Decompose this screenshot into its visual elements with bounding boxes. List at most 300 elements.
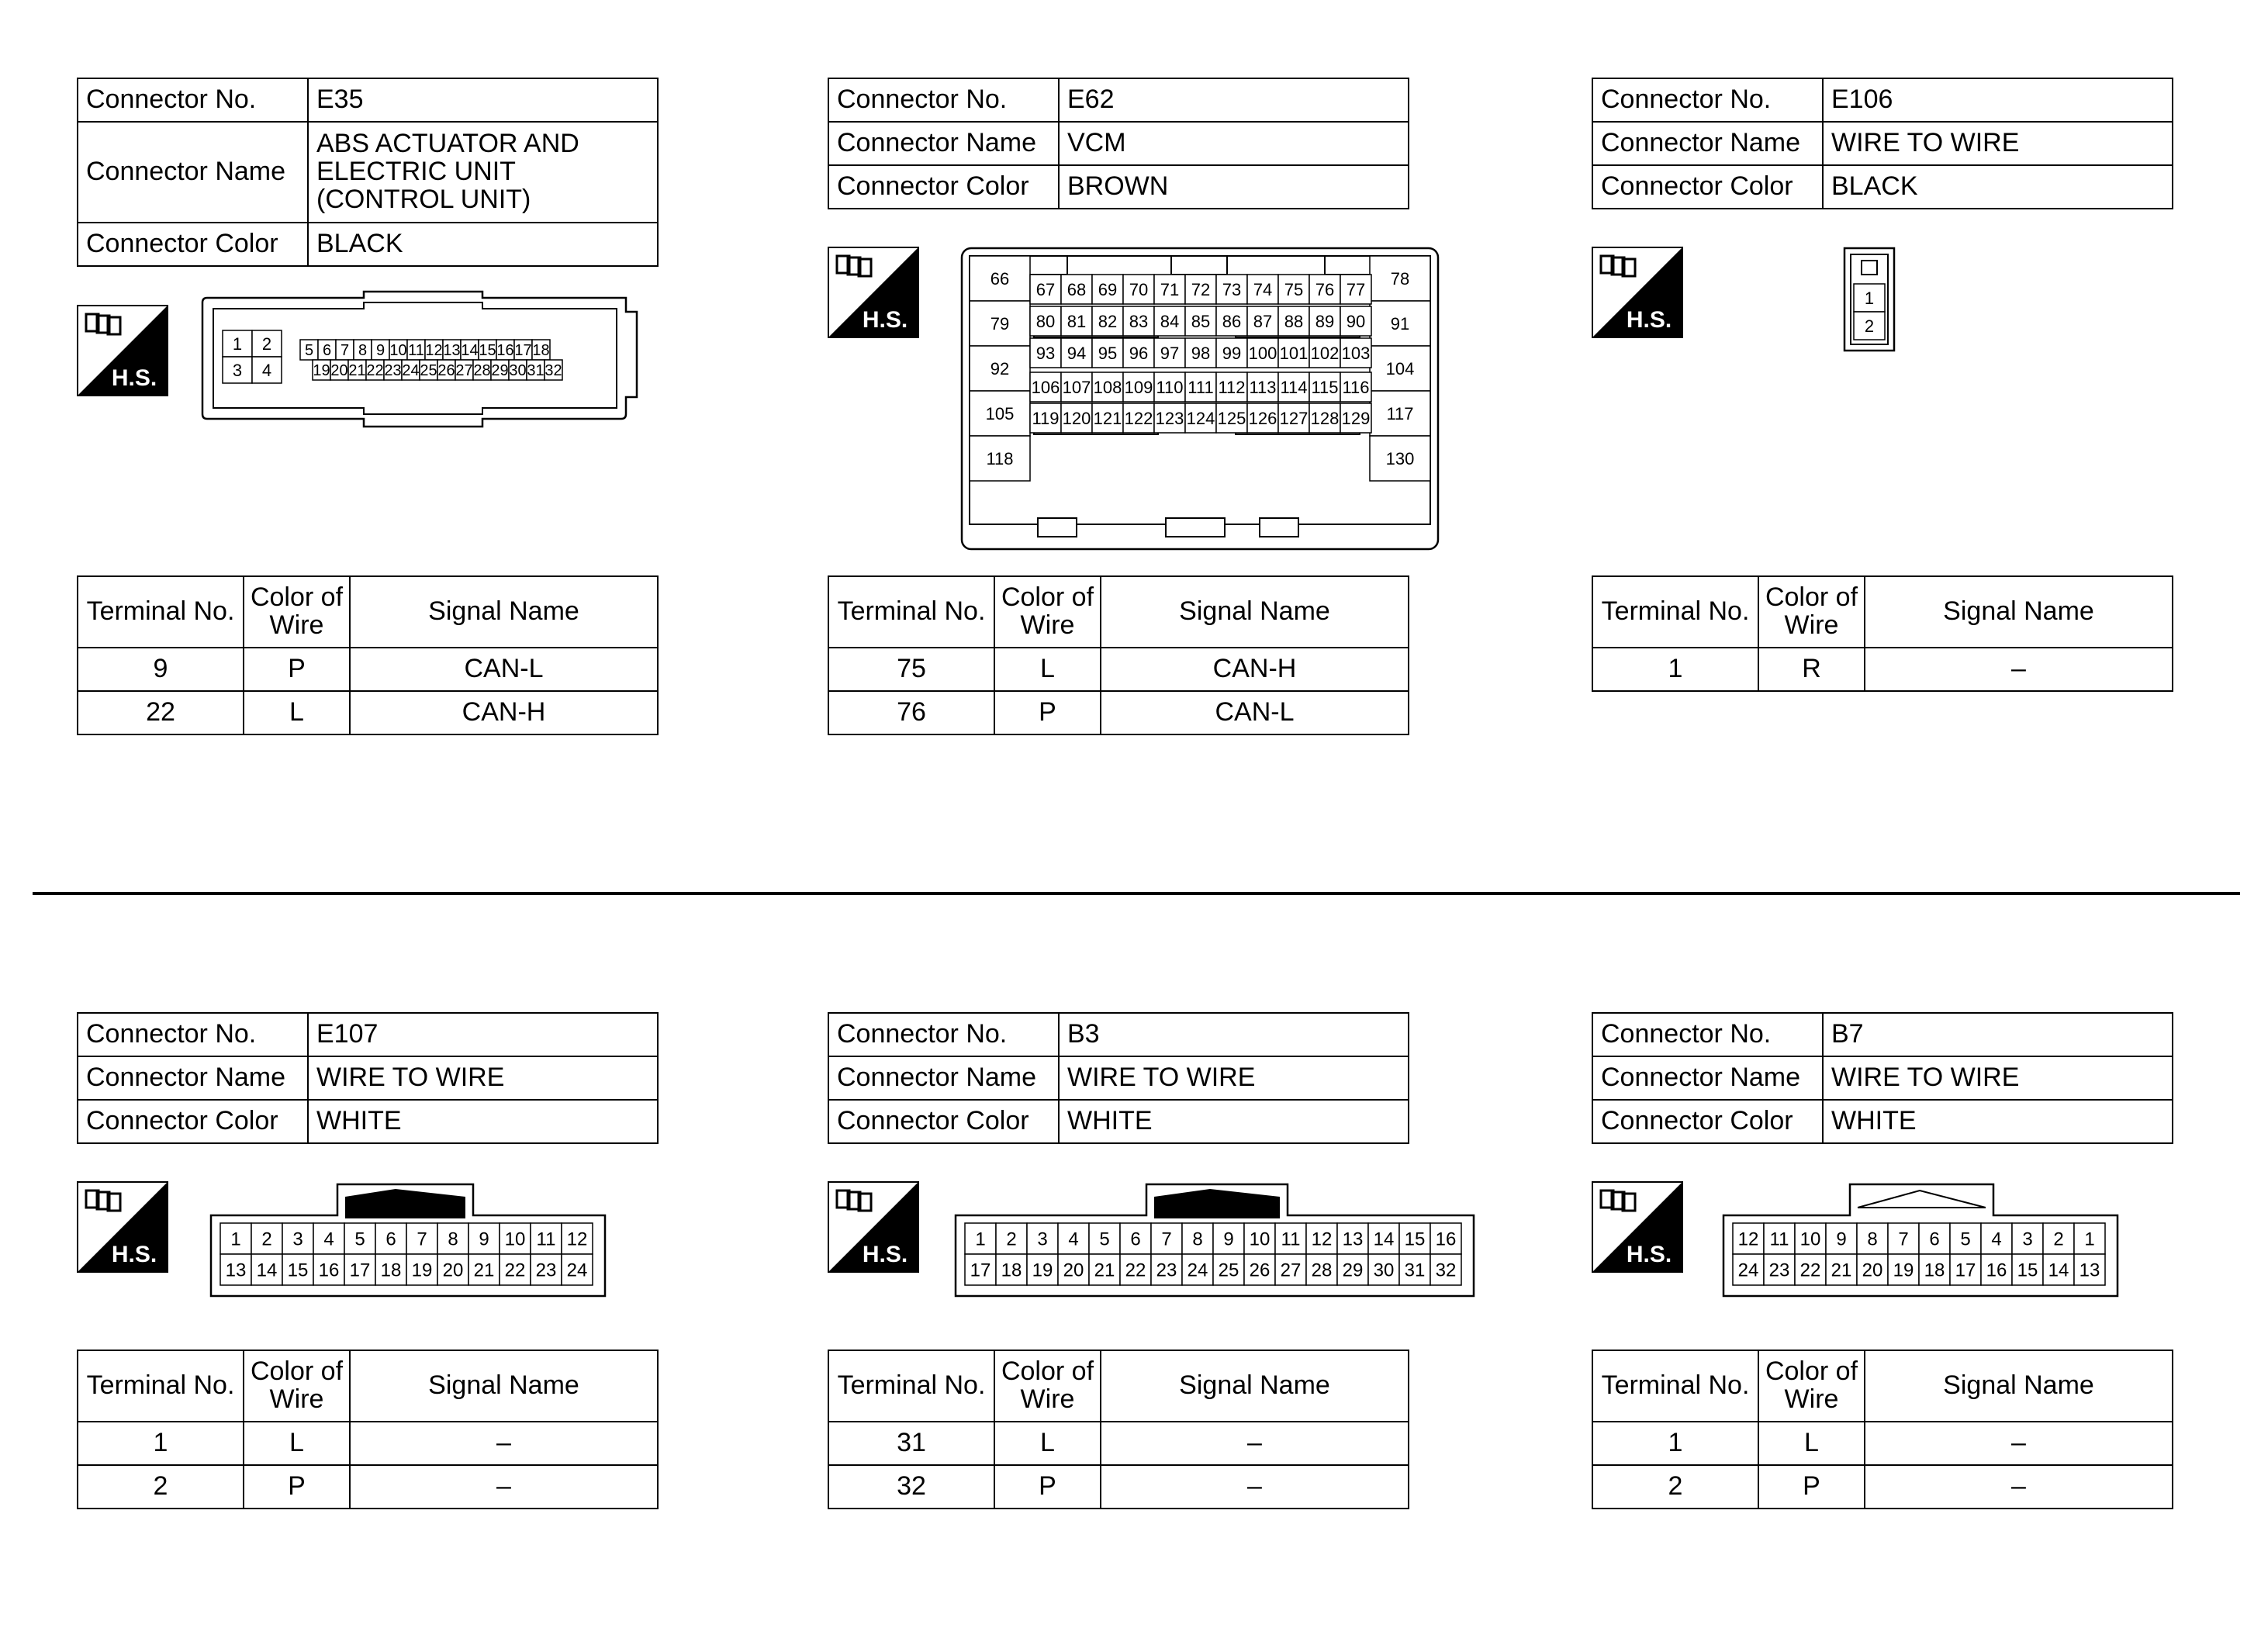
pin-number: 116: [1342, 377, 1370, 397]
wire-color: L: [244, 1422, 350, 1465]
terminal-pin: [1030, 275, 1061, 304]
connector-color-label: Connector Color: [828, 165, 1059, 209]
pin-number: 68: [1067, 279, 1087, 299]
table-row: [1592, 1465, 2173, 1509]
pin-number: 3: [232, 360, 243, 380]
terminal-pin: [407, 340, 425, 360]
terminal-pin: [1275, 1254, 1306, 1285]
connector-color-value: BROWN: [1059, 165, 1409, 209]
terminal-pin: [348, 360, 366, 380]
terminal-table-b3: [828, 1350, 1409, 1509]
pin-number: 11: [536, 1229, 556, 1250]
pin-number: 15: [2017, 1260, 2038, 1281]
terminal-pin: [1854, 312, 1885, 340]
pin-number: 101: [1279, 343, 1309, 363]
signal-name: –: [1865, 1465, 2173, 1509]
pin-number: 76: [1315, 279, 1335, 299]
hs-label: H.S.: [862, 1242, 908, 1267]
connector-color-value: WHITE: [1823, 1100, 2173, 1143]
pin-number: 126: [1248, 408, 1277, 428]
pin-number: 115: [1311, 377, 1339, 397]
pin-number: 24: [402, 362, 420, 380]
terminal-pin: [1919, 1254, 1950, 1285]
pin-number: 28: [473, 362, 491, 380]
pin-number: 5: [354, 1229, 365, 1250]
connector-no-value: E62: [1059, 78, 1409, 122]
terminal-pin: [1123, 372, 1154, 402]
terminal-pin: [1061, 372, 1092, 402]
connector-no-value: E107: [308, 1013, 658, 1056]
terminal-pin: [443, 340, 461, 360]
pin-number: 25: [420, 362, 437, 380]
terminal-pin: [1950, 1254, 1981, 1285]
terminal-pin: [1058, 1223, 1089, 1254]
hs-label: H.S.: [111, 1242, 157, 1267]
pin-number: 12: [1737, 1229, 1759, 1250]
pin-number: 25: [1218, 1260, 1239, 1281]
signal-name-header: Signal Name: [350, 1350, 658, 1422]
pin-number: 16: [318, 1260, 340, 1281]
pin-number: 111: [1188, 377, 1214, 397]
terminal-no: 75: [828, 648, 994, 691]
terminal-pin: [1092, 338, 1123, 368]
terminal-pin: [1888, 1223, 1919, 1254]
terminal-pin: [1216, 306, 1247, 336]
pin-number: 23: [1156, 1260, 1177, 1281]
terminal-pin: [437, 1254, 468, 1285]
wire-color: L: [994, 648, 1101, 691]
connector-info-table-b7: [1592, 1012, 2173, 1144]
wire-color: R: [1758, 648, 1865, 691]
connector-no-label: Connector No.: [1592, 78, 1823, 122]
terminal-pin: [1340, 372, 1371, 402]
pin-number: 1: [1864, 288, 1875, 308]
pin-number: 120: [1062, 408, 1091, 428]
terminal-pin: [1061, 403, 1092, 433]
pin-number: 20: [330, 362, 348, 380]
pin-number: 83: [1129, 311, 1149, 331]
pin-number: 11: [408, 342, 424, 360]
pin-number: 24: [1187, 1260, 1208, 1281]
pin-number: 31: [1404, 1260, 1426, 1281]
terminal-pin: [2012, 1254, 2043, 1285]
connector-name-value: WIRE TO WIRE: [308, 1056, 658, 1100]
table-row: [78, 648, 658, 691]
terminal-no: 22: [78, 691, 244, 734]
signal-name: –: [1101, 1422, 1409, 1465]
pin-number: 13: [1342, 1229, 1364, 1250]
terminal-pin: [2074, 1254, 2105, 1285]
terminal-no-header: Terminal No.: [78, 1350, 244, 1422]
pin-number: 28: [1311, 1260, 1333, 1281]
terminal-pin: [384, 360, 402, 380]
terminal-pin: [1061, 306, 1092, 336]
pin-number: 18: [380, 1260, 402, 1281]
pin-number: 7: [1898, 1229, 1909, 1250]
pin-number: 18: [532, 342, 550, 360]
pin-number: 22: [504, 1260, 526, 1281]
terminal-pin: [1092, 372, 1123, 402]
pin-number: 19: [411, 1260, 433, 1281]
terminal-pin: [1185, 338, 1216, 368]
terminal-pin: [1154, 275, 1185, 304]
wire-color: L: [1758, 1422, 1865, 1465]
terminal-pin: [1278, 403, 1309, 433]
pin-number: 2: [1864, 316, 1875, 336]
connector-name-value: WIRE TO WIRE: [1823, 1056, 2173, 1100]
signal-name-header: Signal Name: [1101, 1350, 1409, 1422]
terminal-pin: [1244, 1254, 1275, 1285]
pin-number: 31: [527, 362, 545, 380]
pin-number: 11: [1281, 1229, 1301, 1250]
terminal-pin: [1340, 275, 1371, 304]
pin-number: 5: [1099, 1229, 1110, 1250]
terminal-pin: [1123, 275, 1154, 304]
signal-name: –: [1865, 648, 2173, 691]
pin-number: 1: [230, 1229, 241, 1250]
terminal-pin: [1027, 1223, 1058, 1254]
pin-number: 22: [1125, 1260, 1146, 1281]
terminal-table-e35: [77, 575, 659, 735]
terminal-pin: [1399, 1223, 1430, 1254]
connector-name-label: Connector Name: [1592, 122, 1823, 165]
terminal-no: 9: [78, 648, 244, 691]
connector-info-table-e35: [77, 78, 659, 267]
pin-number: 12: [425, 342, 443, 360]
pin-number: 91: [1390, 313, 1410, 334]
pin-number: 9: [1836, 1229, 1847, 1250]
terminal-pin: [1244, 1223, 1275, 1254]
terminal-pin: [965, 1223, 996, 1254]
terminal-pin: [330, 360, 348, 380]
terminal-no-header: Terminal No.: [1592, 1350, 1758, 1422]
pin-number: 123: [1155, 408, 1184, 428]
pin-number: 10: [1799, 1229, 1821, 1250]
pin-number: 122: [1124, 408, 1153, 428]
pin-number: 77: [1346, 279, 1366, 299]
terminal-pin: [375, 1254, 406, 1285]
hs-label: H.S.: [1626, 1242, 1672, 1267]
wire-color-header: Color of Wire: [1758, 576, 1865, 648]
terminal-pin: [970, 436, 1030, 481]
terminal-pin: [1919, 1223, 1950, 1254]
terminal-pin: [1733, 1223, 1764, 1254]
terminal-pin: [1888, 1254, 1919, 1285]
terminal-pin: [1764, 1223, 1795, 1254]
connector-color-label: Connector Color: [78, 1100, 308, 1143]
pin-number: 20: [1063, 1260, 1084, 1281]
terminal-pin: [313, 360, 330, 380]
pin-number: 93: [1035, 343, 1056, 363]
table-row: [828, 648, 1409, 691]
pin-number: 24: [1737, 1260, 1759, 1281]
terminal-pin: [468, 1223, 500, 1254]
terminal-no: 1: [1592, 648, 1758, 691]
signal-name: CAN-H: [1101, 648, 1409, 691]
table-row: [1592, 648, 2173, 691]
terminal-pin: [1061, 338, 1092, 368]
terminal-pin: [1368, 1223, 1399, 1254]
wire-color-header: Color of Wire: [1758, 1350, 1865, 1422]
terminal-table-e106: [1592, 575, 2173, 692]
terminal-pin: [473, 360, 491, 380]
pin-number: 88: [1284, 311, 1304, 331]
pin-number: 21: [348, 362, 366, 380]
connector-name-value: ABS ACTUATOR AND ELECTRIC UNIT (CONTROL UNIT): [308, 122, 658, 223]
pin-number: 103: [1341, 343, 1371, 363]
terminal-pin: [1120, 1223, 1151, 1254]
pin-number: 21: [1094, 1260, 1115, 1281]
pin-number: 74: [1253, 279, 1273, 299]
terminal-pin: [372, 340, 389, 360]
connector-color-label: Connector Color: [1592, 1100, 1823, 1143]
harness-side-icon: [828, 1181, 919, 1273]
terminal-pin: [1764, 1254, 1795, 1285]
terminal-pin: [1795, 1254, 1826, 1285]
terminal-no: 31: [828, 1422, 994, 1465]
terminal-pin: [251, 1223, 282, 1254]
terminal-pin: [479, 340, 496, 360]
pin-number: 4: [323, 1229, 334, 1250]
pin-number: 127: [1279, 408, 1309, 428]
hs-label: H.S.: [862, 307, 908, 333]
pin-number: 13: [225, 1260, 247, 1281]
terminal-pin: [531, 1254, 562, 1285]
terminal-pin: [1182, 1254, 1213, 1285]
connector-no-label: Connector No.: [828, 78, 1059, 122]
pin-number: 73: [1222, 279, 1242, 299]
connector-no-label: Connector No.: [1592, 1013, 1823, 1056]
table-row: [1592, 1422, 2173, 1465]
connector-face-e62: [960, 247, 1440, 551]
terminal-pin: [406, 1254, 437, 1285]
terminal-pin: [1370, 256, 1430, 301]
connector-name-label: Connector Name: [78, 1056, 308, 1100]
pin-number: 16: [496, 342, 514, 360]
terminal-pin: [344, 1254, 375, 1285]
terminal-pin: [313, 1254, 344, 1285]
terminal-pin: [514, 340, 532, 360]
pin-number: 32: [545, 362, 562, 380]
pin-number: 26: [437, 362, 455, 380]
terminal-pin: [1151, 1254, 1182, 1285]
pin-number: 8: [448, 1229, 458, 1250]
terminal-pin: [344, 1223, 375, 1254]
pin-number: 100: [1248, 343, 1277, 363]
pin-number: 84: [1160, 311, 1180, 331]
wire-color-header: Color of Wire: [994, 576, 1101, 648]
terminal-pin: [1154, 338, 1185, 368]
pin-number: 6: [1130, 1229, 1141, 1250]
terminal-pin: [500, 1223, 531, 1254]
terminal-pin: [420, 360, 437, 380]
pin-number: 1: [232, 334, 243, 354]
signal-name: –: [1101, 1465, 1409, 1509]
connector-color-value: BLACK: [1823, 165, 2173, 209]
harness-side-icon: [828, 247, 919, 338]
terminal-pin: [389, 340, 407, 360]
pin-number: 21: [1831, 1260, 1852, 1281]
pin-number: 104: [1385, 358, 1415, 378]
terminal-pin: [354, 340, 372, 360]
pin-number: 71: [1160, 279, 1180, 299]
pin-number: 2: [261, 334, 272, 354]
wire-color: P: [244, 1465, 350, 1509]
terminal-pin: [455, 360, 473, 380]
terminal-pin: [223, 330, 252, 357]
pin-number: 32: [1435, 1260, 1457, 1281]
pin-number: 14: [1373, 1229, 1395, 1250]
terminal-pin: [1370, 436, 1430, 481]
pin-number: 15: [479, 342, 496, 360]
terminal-pin: [1795, 1223, 1826, 1254]
pin-number: 70: [1129, 279, 1149, 299]
terminal-pin: [1337, 1254, 1368, 1285]
terminal-pin: [532, 340, 550, 360]
terminal-pin: [1981, 1223, 2012, 1254]
terminal-pin: [1950, 1223, 1981, 1254]
terminal-no: 1: [1592, 1422, 1758, 1465]
terminal-pin: [1370, 391, 1430, 436]
pin-number: 94: [1067, 343, 1087, 363]
harness-side-icon: [77, 305, 168, 396]
pin-number: 7: [1161, 1229, 1172, 1250]
pin-number: 22: [1799, 1260, 1821, 1281]
connector-no-label: Connector No.: [78, 1013, 308, 1056]
connector-name-label: Connector Name: [828, 122, 1059, 165]
pin-number: 29: [1342, 1260, 1364, 1281]
terminal-pin: [220, 1254, 251, 1285]
terminal-pin: [1030, 306, 1061, 336]
pin-number: 98: [1191, 343, 1211, 363]
terminal-pin: [531, 1223, 562, 1254]
pin-number: 17: [970, 1260, 991, 1281]
pin-number: 129: [1341, 408, 1371, 428]
pin-number: 29: [491, 362, 509, 380]
table-row: [78, 1422, 658, 1465]
connector-name-label: Connector Name: [828, 1056, 1059, 1100]
terminal-pin: [1154, 306, 1185, 336]
terminal-pin: [1185, 403, 1216, 433]
terminal-pin: [500, 1254, 531, 1285]
terminal-no-header: Terminal No.: [78, 576, 244, 648]
terminal-no: 76: [828, 691, 994, 734]
terminal-pin: [1247, 275, 1278, 304]
terminal-pin: [996, 1254, 1027, 1285]
terminal-pin: [300, 340, 318, 360]
connector-color-label: Connector Color: [1592, 165, 1823, 209]
wire-color: P: [244, 648, 350, 691]
pin-number: 6: [322, 342, 332, 360]
terminal-pin: [1826, 1223, 1857, 1254]
terminal-pin: [425, 340, 443, 360]
pin-number: 1: [975, 1229, 986, 1250]
signal-name-header: Signal Name: [1865, 576, 2173, 648]
pin-number: 112: [1218, 377, 1246, 397]
terminal-pin: [1247, 338, 1278, 368]
harness-side-icon: [77, 1181, 168, 1273]
pin-number: 11: [1769, 1229, 1789, 1250]
terminal-pin: [1154, 403, 1185, 433]
signal-name-header: Signal Name: [350, 576, 658, 648]
pin-number: 23: [384, 362, 402, 380]
pin-number: 118: [986, 448, 1014, 468]
table-row: [828, 1465, 1409, 1509]
pin-number: 75: [1284, 279, 1304, 299]
pin-number: 23: [535, 1260, 557, 1281]
section-divider: [33, 892, 2240, 895]
terminal-pin: [1216, 403, 1247, 433]
terminal-pin: [1309, 306, 1340, 336]
terminal-pin: [402, 360, 420, 380]
pin-number: 26: [1249, 1260, 1271, 1281]
terminal-pin: [1182, 1223, 1213, 1254]
terminal-pin: [1247, 403, 1278, 433]
wire-color: P: [1758, 1465, 1865, 1509]
terminal-pin: [336, 340, 354, 360]
terminal-pin: [252, 330, 282, 357]
terminal-pin: [1368, 1254, 1399, 1285]
terminal-pin: [1185, 306, 1216, 336]
pin-number: 16: [1986, 1260, 2007, 1281]
pin-number: 9: [479, 1229, 489, 1250]
connector-no-label: Connector No.: [828, 1013, 1059, 1056]
pin-number: 105: [985, 403, 1015, 423]
pin-number: 9: [375, 342, 385, 360]
terminal-pin: [1306, 1223, 1337, 1254]
terminal-pin: [1278, 275, 1309, 304]
terminal-pin: [1309, 403, 1340, 433]
connector-face-e107: [209, 1183, 607, 1298]
pin-number: 99: [1222, 343, 1242, 363]
pin-number: 128: [1310, 408, 1340, 428]
pin-number: 17: [514, 342, 532, 360]
terminal-pin: [1275, 1223, 1306, 1254]
pin-number: 9: [1223, 1229, 1234, 1250]
terminal-no: 32: [828, 1465, 994, 1509]
pin-number: 8: [1867, 1229, 1878, 1250]
terminal-pin: [1309, 372, 1340, 402]
pin-number: 17: [1955, 1260, 1976, 1281]
connector-name-label: Connector Name: [78, 122, 308, 223]
terminal-pin: [251, 1254, 282, 1285]
signal-name-header: Signal Name: [1101, 576, 1409, 648]
terminal-pin: [562, 1254, 593, 1285]
signal-name: CAN-H: [350, 691, 658, 734]
pin-number: 125: [1217, 408, 1246, 428]
terminal-pin: [1151, 1223, 1182, 1254]
terminal-pin: [2074, 1223, 2105, 1254]
connector-no-value: E106: [1823, 78, 2173, 122]
pin-number: 67: [1035, 279, 1056, 299]
connector-no-value: B7: [1823, 1013, 2173, 1056]
terminal-no-header: Terminal No.: [828, 576, 994, 648]
pin-number: 12: [1311, 1229, 1333, 1250]
terminal-no: 2: [1592, 1465, 1758, 1509]
terminal-pin: [2043, 1254, 2074, 1285]
terminal-pin: [318, 340, 336, 360]
terminal-pin: [1278, 372, 1309, 402]
terminal-pin: [970, 391, 1030, 436]
terminal-pin: [1216, 275, 1247, 304]
terminal-pin: [282, 1254, 313, 1285]
terminal-pin: [1981, 1254, 2012, 1285]
pin-number: 19: [1893, 1260, 1914, 1281]
pin-number: 82: [1098, 311, 1118, 331]
pin-number: 4: [1068, 1229, 1079, 1250]
wire-color-header: Color of Wire: [244, 1350, 350, 1422]
connector-info-table-b3: [828, 1012, 1409, 1144]
